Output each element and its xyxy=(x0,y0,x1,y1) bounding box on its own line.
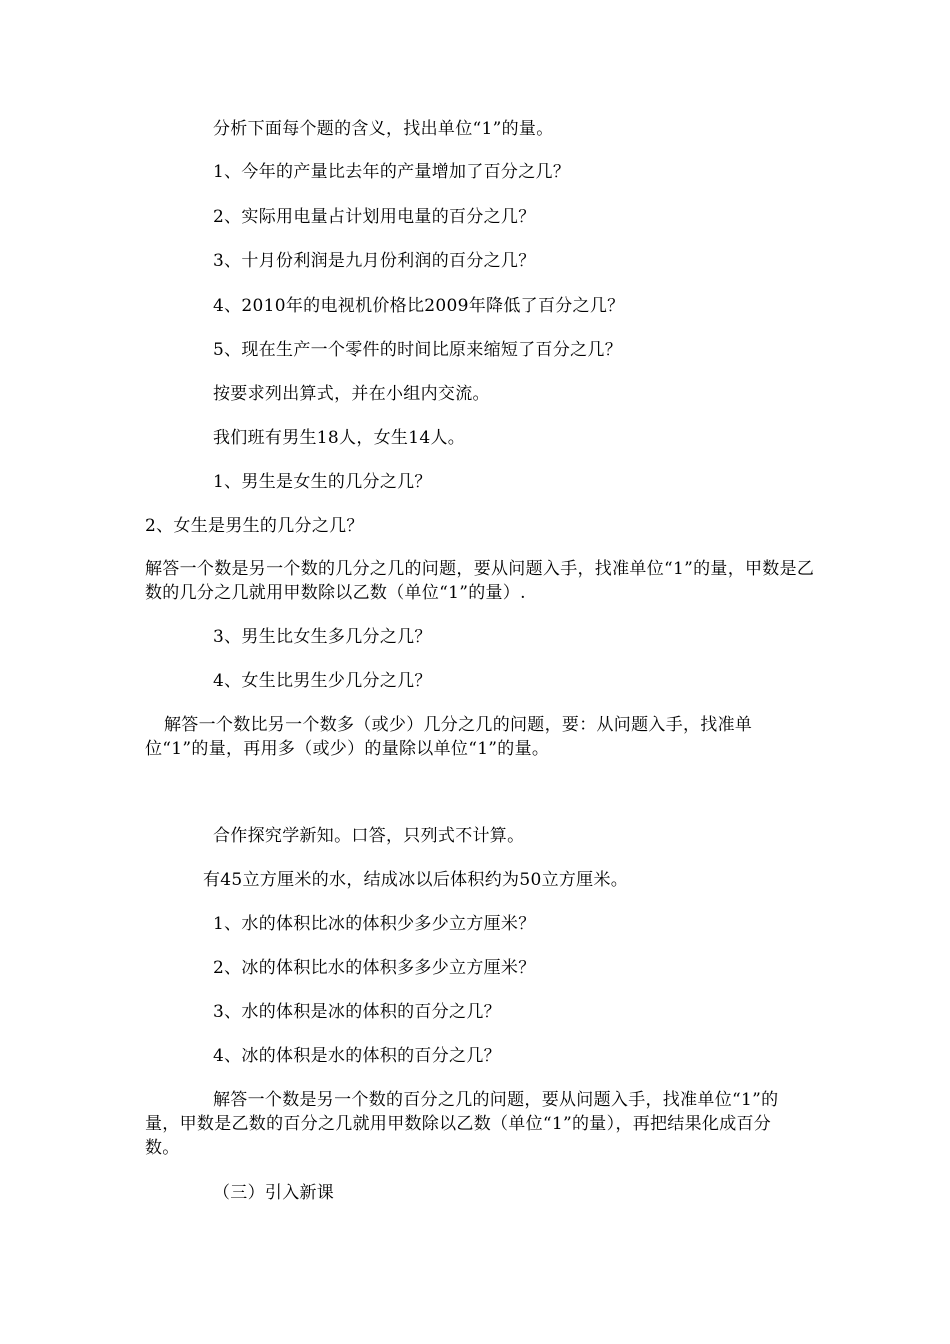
part3-context: 有45立方厘米的水，结成冰以后体积约为50立方厘米。 xyxy=(203,870,629,890)
part3-summary: 解答一个数是另一个数的百分之几的问题，要从问题入手，找准单位“1”的量，甲数是乙数的百分之几就用甲数除以乙数（单位“1”的量），再把结果化成百分数。 xyxy=(145,1090,779,1158)
part3-item: 2、冰的体积比水的体积多多少立方厘米？ xyxy=(213,958,536,978)
part2-question: 4、女生比男生少几分之几？ xyxy=(213,671,432,691)
part2-context: 我们班有男生18人，女生14人。 xyxy=(213,428,466,448)
part2-question: 1、男生是女生的几分之几？ xyxy=(213,472,432,492)
part1-item: 1、今年的产量比去年的产量增加了百分之几？ xyxy=(213,162,571,182)
part3-item: 3、水的体积是冰的体积的百分之几？ xyxy=(213,1002,501,1022)
part1-item: 4、2010年的电视机价格比2009年降低了百分之几？ xyxy=(213,296,625,316)
part2-question: 3、男生比女生多几分之几？ xyxy=(213,627,432,647)
part3-item: 1、水的体积比冰的体积少多少立方厘米？ xyxy=(213,914,536,934)
part2-summary: 解答一个数比另一个数多（或少）几分之几的问题，要：从问题入手，找准单位“1”的量，再用多（或少）的量除以单位“1”的量。 xyxy=(145,715,753,759)
section-heading: （三）引入新课 xyxy=(213,1183,335,1203)
part3-heading: 合作探究学新知。口答，只列式不计算。 xyxy=(213,826,525,846)
part1-item: 3、十月份利润是九月份利润的百分之几？ xyxy=(213,251,536,271)
intro-heading: 分析下面每个题的含义，找出单位“1”的量。 xyxy=(213,119,554,139)
part3-item: 4、冰的体积是水的体积的百分之几？ xyxy=(213,1046,501,1066)
part2-summary: 解答一个数是另一个数的几分之几的问题，要从问题入手，找准单位“1”的量，甲数是乙数的几分之几就用甲数除以乙数（单位“1”的量）. xyxy=(145,559,815,603)
part1-item: 2、实际用电量占计划用电量的百分之几？ xyxy=(213,207,536,227)
part2-question: 2、女生是男生的几分之几？ xyxy=(145,516,364,536)
part1-item: 5、现在生产一个零件的时间比原来缩短了百分之几？ xyxy=(213,340,623,360)
part2-heading: 按要求列出算式，并在小组内交流。 xyxy=(213,384,490,404)
